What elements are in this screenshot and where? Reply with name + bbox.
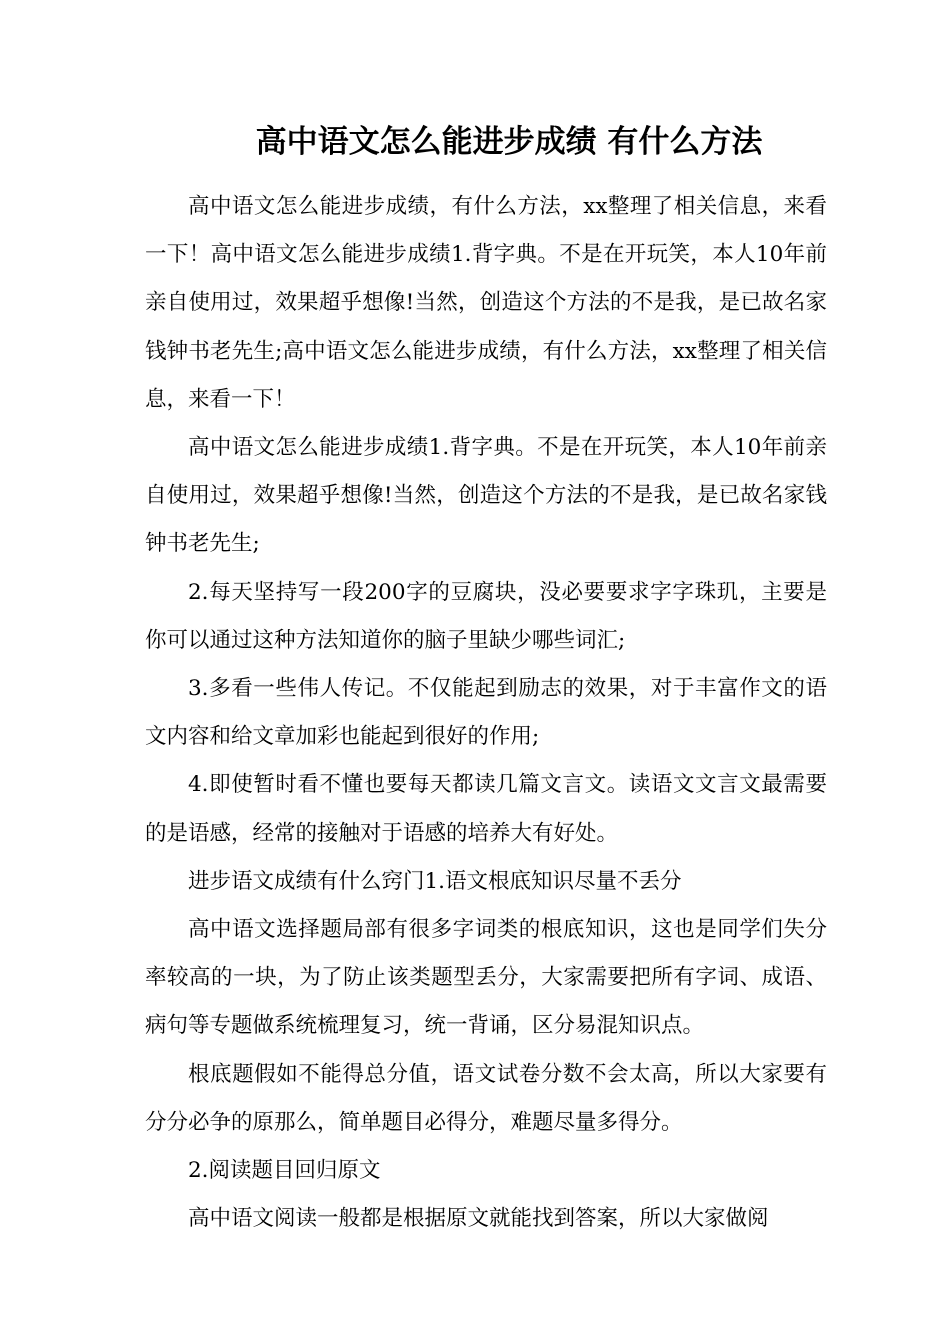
- paragraph: 根底题假如不能得总分值，语文试卷分数不会太高，所以大家要有分分必争的原那么，简单题目必得分，难题尽量多得分。: [145, 1061, 827, 1135]
- paragraph: 2.阅读题目回归原文: [188, 1158, 381, 1184]
- paragraph: 高中语文怎么能进步成绩1.背字典。不是在开玩笑，本人10年前亲自使用过，效果超乎想像!当然，创造这个方法的不是我，是已故名家钱钟书老先生;: [145, 435, 827, 557]
- paragraph: 3.多看一些伟人传记。不仅能起到励志的效果，对于丰富作文的语文内容和给文章加彩也能起到很好的作用;: [145, 676, 827, 750]
- document-body: [145, 183, 827, 1243]
- document-title: 高中语文怎么能进步成绩 有什么方法: [255, 124, 763, 160]
- paragraph: 高中语文选择题局部有很多字词类的根底知识，这也是同学们失分率较高的一块，为了防止该类题型丢分，大家需要把所有字词、成语、病句等专题做系统梳理复习，统一背诵，区分易混知识点。: [145, 917, 827, 1039]
- paragraph: 进步语文成绩有什么窍门1.语文根底知识尽量不丢分: [188, 868, 682, 894]
- paragraph: 高中语文怎么能进步成绩，有什么方法，xx整理了相关信息，来看一下！高中语文怎么能进步成绩1.背字典。不是在开玩笑，本人10年前亲自使用过，效果超乎想像!当然，创造这个方法的不是我，是已故名家钱钟书老先生;高中语文怎么能进步成绩，有什么方法，xx整理了相关信息，来看一下！: [145, 194, 827, 412]
- paragraph: 高中语文阅读一般都是根据原文就能找到答案，所以大家做阅: [188, 1206, 769, 1232]
- paragraph: 2.每天坚持写一段200字的豆腐块，没必要要求字字珠玑，主要是你可以通过这种方法知道你的脑子里缺少哪些词汇;: [145, 579, 827, 653]
- paragraph: 4.即使暂时看不懂也要每天都读几篇文言文。读语文文言文最需要的是语感，经常的接触对于语感的培养大有好处。: [145, 772, 827, 846]
